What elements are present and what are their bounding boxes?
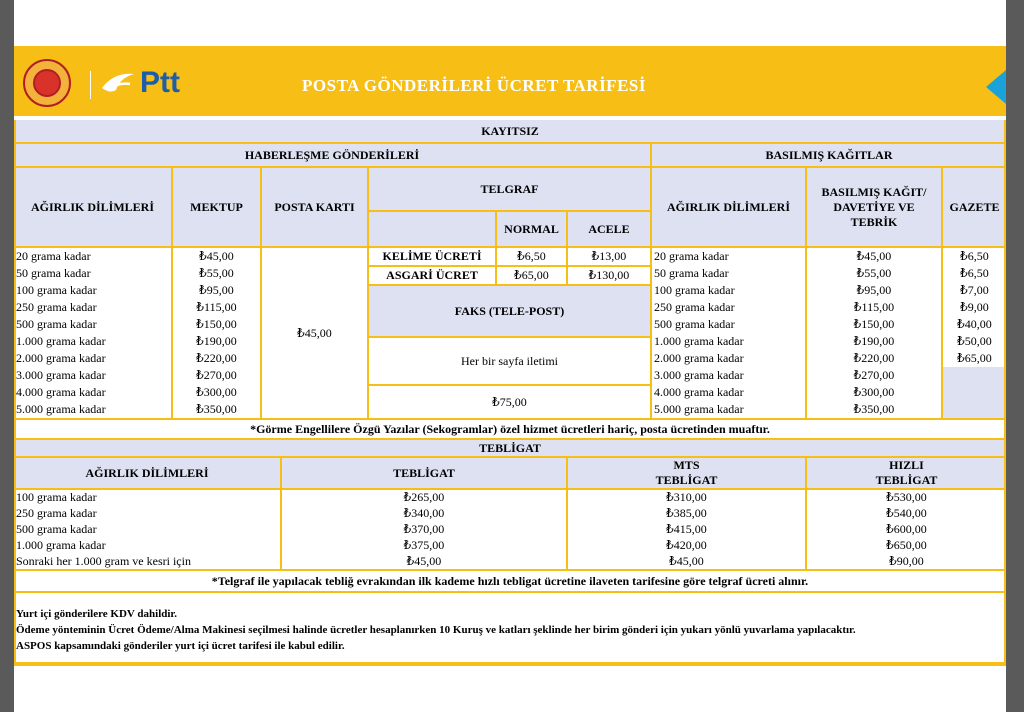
tebligat-prices [282,489,566,569]
kayitsiz-note: *Görme Engellilere Özgü Yazılar (Sekogramlar) özel hizmet ücretleri hariç, posta ücretinden muaftır. [250,421,770,436]
basilmis-weights [654,248,805,418]
header-banner [14,46,1006,116]
weight-cell: 5.000 grama kadar [654,402,744,416]
basilmis-cell: ₺45,00 [856,249,892,263]
basilmis-cell: ₺300,00 [853,385,895,399]
kelime-normal: ₺6,50 [517,249,546,263]
weight-cell: 250 grama kadar [16,506,97,520]
col-agirlik-2: AĞIRLIK DİLİMLERİ [652,168,805,246]
weight-cell: 250 grama kadar [654,300,735,314]
mektup-cell: ₺270,00 [196,368,237,382]
grid-line [14,246,1006,248]
hizli-prices [807,489,1006,569]
mektup-cell: ₺55,00 [199,266,234,280]
weight-cell: 2.000 grama kadar [654,351,744,365]
mektup-cell: ₺45,00 [199,249,234,263]
weight-cell: 4.000 grama kadar [16,385,106,399]
grid-line [566,212,568,284]
kelime-acele: ₺13,00 [591,249,627,263]
weight-cell: 100 grama kadar [16,283,97,297]
weight-cell: 3.000 grama kadar [654,368,744,382]
col-gazete: GAZETE [943,168,1006,246]
mektup-cell: ₺220,00 [196,351,237,365]
mektup-cell: ₺115,00 [196,300,237,314]
tebligat-col-hizli: HIZLI TEBLİGAT [807,458,1006,488]
col-acele: ACELE [568,212,650,246]
logo-divider [90,71,91,99]
weight-cell: 500 grama kadar [654,317,735,331]
mektup-cell: ₺300,00 [196,385,237,399]
mts-cell: ₺45,00 [669,554,704,568]
asgari-acele: ₺130,00 [588,268,630,282]
weight-cell: 2.000 grama kadar [16,351,106,365]
weight-cell: 4.000 grama kadar [654,385,744,399]
basilmis-prices [807,248,941,418]
grid-line [14,569,1006,571]
tebligat-cell: ₺265,00 [403,490,445,504]
gazete-prices [943,248,1006,367]
col-agirlik: AĞIRLIK DİLİMLERİ [14,168,171,246]
tebligat-weights [16,489,280,569]
telgraf-blank-header [369,212,495,246]
faks-price: ₺75,00 [492,394,527,409]
faks-desc: Her bir sayfa iletimi [461,353,558,368]
weight-cell: Sonraki her 1.000 gram ve kesri için [16,554,191,568]
weight-cell: 1.000 grama kadar [16,334,106,348]
grid-line [171,168,173,418]
mektup-prices [173,248,260,418]
weight-cell: 5.000 grama kadar [16,402,106,416]
mts-cell: ₺420,00 [666,538,707,552]
basilmis-cell: ₺115,00 [853,300,895,314]
kayitsiz-title: KAYITSIZ [14,120,1006,142]
weight-cell: 50 grama kadar [16,266,91,280]
grid-line [1004,120,1006,666]
basilmis-cell: ₺190,00 [853,334,895,348]
weight-cell: 3.000 grama kadar [16,368,106,382]
weight-cell: 100 grama kadar [654,283,735,297]
grid-line [369,284,650,286]
posta-karti-price: ₺45,00 [297,325,332,340]
tebligat-cell: ₺375,00 [403,538,445,552]
weight-cell: 20 grama kadar [16,249,91,263]
grid-line [367,168,369,418]
hizli-cell: ₺650,00 [886,538,927,552]
weight-cell: 100 grama kadar [16,490,97,504]
mektup-cell: ₺95,00 [199,283,234,297]
grid-line [14,120,16,666]
col-posta-karti: POSTA KARTI [262,168,367,246]
tebligat-col-mts: MTS TEBLİGAT [568,458,805,488]
hizli-cell: ₺90,00 [889,554,924,568]
basilmis-cell: ₺350,00 [853,402,895,416]
weight-cell: 50 grama kadar [654,266,729,280]
col-basilmis-kagit: BASILMIŞ KAĞIT/ DAVETİYE VE TEBRİK [807,168,941,246]
tebligat-col-tebligat: TEBLİGAT [282,458,566,488]
tebligat-col-agirlik: AĞIRLIK DİLİMLERİ [14,458,280,488]
grid-line [369,384,650,386]
tebligat-cell: ₺340,00 [403,506,445,520]
weight-cell: 1.000 grama kadar [654,334,744,348]
weight-cell: 1.000 grama kadar [16,538,106,552]
col-normal: NORMAL [497,212,566,246]
grid-line [14,166,1006,168]
gazete-cell: ₺65,00 [957,351,992,365]
grid-line [14,456,1006,458]
footer-notes [16,606,1004,656]
hizli-cell: ₺600,00 [886,522,927,536]
page-title: POSTA GÖNDERİLERİ ÜCRET TARİFESİ [302,76,646,95]
basilmis-cell: ₺150,00 [853,317,895,331]
tebligat-note: *Telgraf ile yapılacak tebliğ evrakından ilk kademe hızlı tebligat ücretine ilaveten tarifesine göre telgraf ücreti alınır. [211,573,809,588]
grid-line [369,265,650,267]
asgari-label: ASGARİ ÜCRET [386,268,478,282]
kelime-label: KELİME ÜCRETİ [382,249,482,263]
mts-prices [568,489,805,569]
gazete-cell: ₺7,00 [960,283,989,297]
tariff-document [14,0,1006,712]
hizli-cell: ₺540,00 [886,506,927,520]
hizli-cell: ₺530,00 [886,490,927,504]
basilmis-cell: ₺270,00 [853,368,895,382]
grid-line [369,210,650,212]
ptt-logo [100,64,198,102]
basilmis-title: BASILMIŞ KAĞITLAR [652,144,1006,166]
grid-line [14,662,1006,666]
tebligat-title: TEBLİGAT [14,440,1006,456]
weight-cell: 500 grama kadar [16,317,97,331]
grid-line [260,168,262,418]
basilmis-cell: ₺220,00 [853,351,895,365]
grid-line [280,458,282,569]
weight-cell: 500 grama kadar [16,522,97,536]
mektup-cell: ₺150,00 [196,317,237,331]
corner-arrow-icon [986,70,1006,104]
gazete-cell: ₺6,50 [960,249,989,263]
gazete-cell: ₺6,50 [960,266,989,280]
mts-cell: ₺415,00 [666,522,707,536]
asgari-normal: ₺65,00 [514,268,549,282]
col-telgraf: TELGRAF [369,168,650,210]
ptt-logo-text: Ptt [140,66,180,99]
grid-line [14,488,1006,490]
mektup-cell: ₺350,00 [196,402,237,416]
faks-title: FAKS (TELE-POST) [369,286,650,336]
grid-line [805,458,807,569]
grid-line [14,142,1006,144]
basilmis-cell: ₺55,00 [856,266,892,280]
mektup-cell: ₺190,00 [196,334,237,348]
footer-line-kdv: Yurt içi gönderilere KDV dahildir. [16,608,178,620]
grid-line [369,336,650,338]
gazete-cell: ₺40,00 [957,317,992,331]
kayitsiz-weights [16,248,171,418]
ministry-seal-icon [23,59,71,107]
grid-line [14,591,1006,593]
grid-line [805,168,807,418]
weight-cell: 250 grama kadar [16,300,97,314]
col-mektup: MEKTUP [173,168,260,246]
mts-cell: ₺310,00 [666,490,707,504]
grid-line [495,212,497,284]
basilmis-cell: ₺95,00 [856,283,892,297]
gazete-cell: ₺9,00 [960,300,989,314]
footer-line-rounding: Ödeme yönteminin Ücret Ödeme/Alma Makinesi seçilmesi halinde ücretler hesaplanırken 10 Kuruş ve katları şeklinde her birim gönderi için yukarı yönlü yuvarlama yapılacaktır. [16,624,856,636]
mts-cell: ₺385,00 [666,506,707,520]
weight-cell: 20 grama kadar [654,249,729,263]
grid-line [650,144,652,418]
tebligat-cell: ₺45,00 [406,554,442,568]
footer-line-aspos: ASPOS kapsamındaki gönderiler yurt içi ücret tarifesi ile kabul edilir. [16,640,345,652]
gazete-cell: ₺50,00 [957,334,992,348]
haberlesme-title: HABERLEŞME GÖNDERİLERİ [14,144,650,166]
grid-line [14,438,1006,440]
grid-line [14,418,1006,420]
grid-line [941,168,943,418]
tariff-grid [14,120,1006,666]
ptt-bird-icon [100,68,138,98]
gazete-blank [943,367,1006,418]
tebligat-cell: ₺370,00 [403,522,445,536]
grid-line [566,458,568,569]
